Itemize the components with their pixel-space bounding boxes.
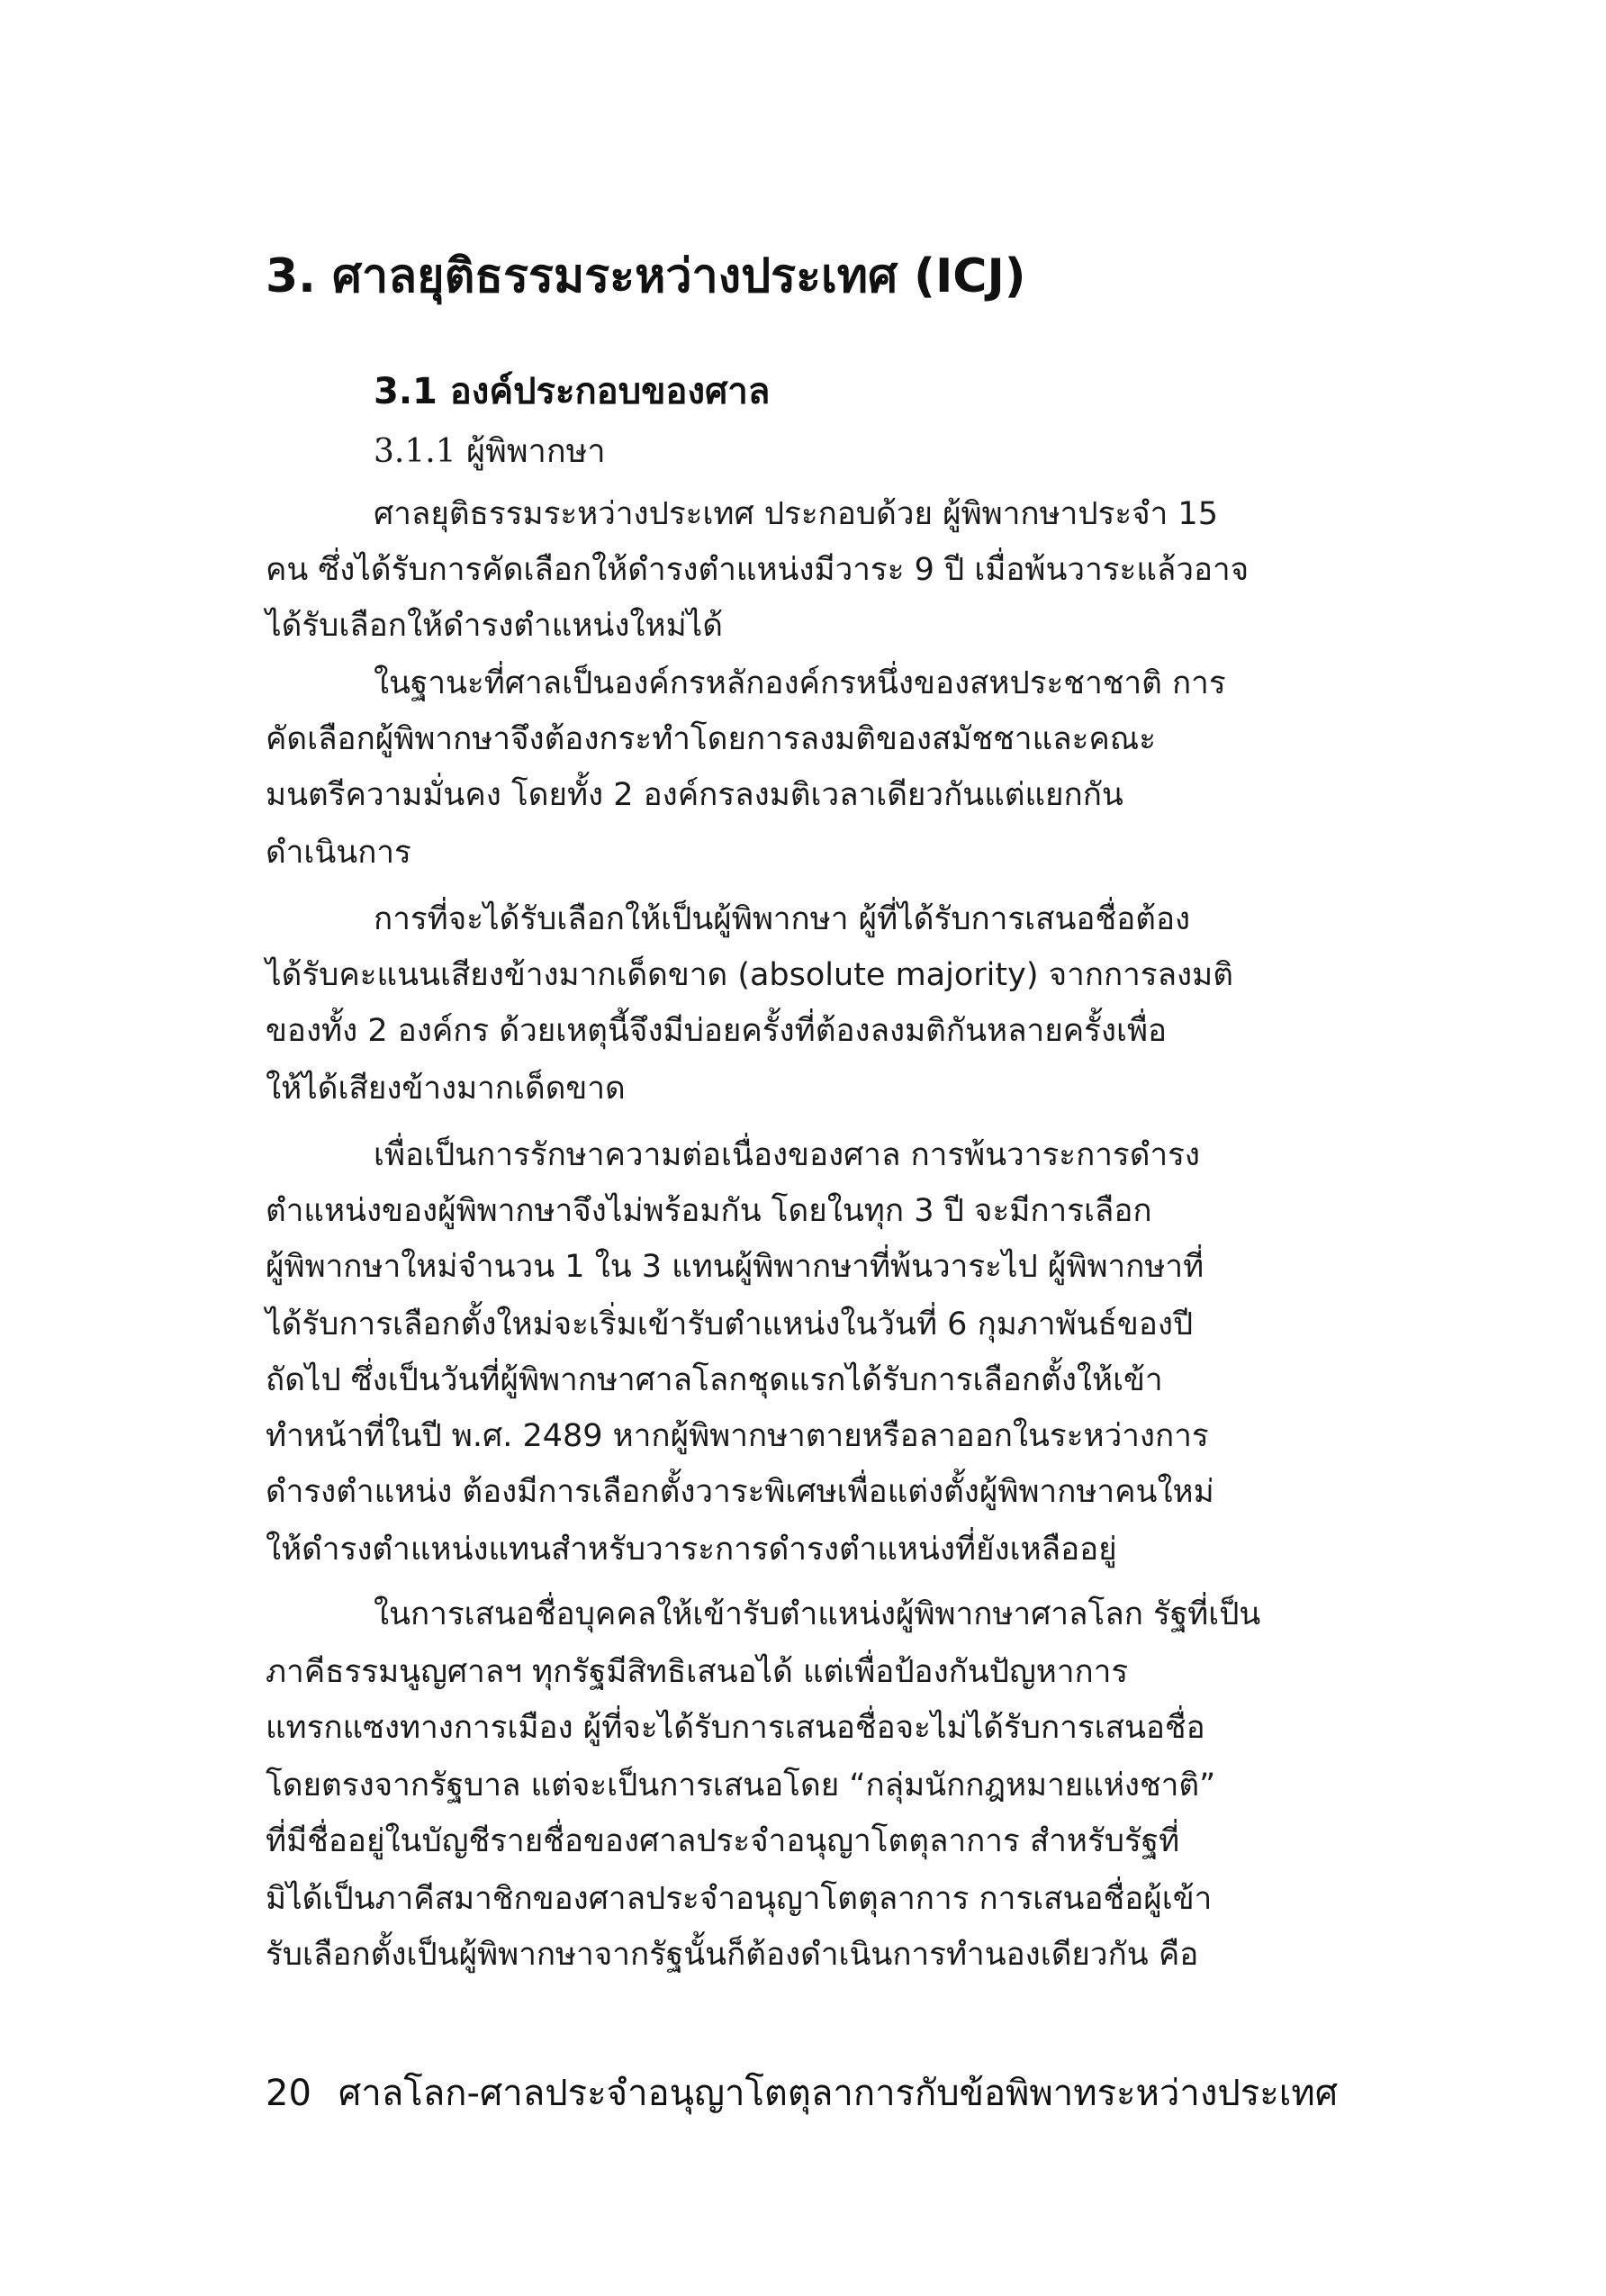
body-line: โดยตรงจากรัฐบาล แต่จะเป็นการเสนอโดย “กลุ่มนักกฎหมายแห่งชาติ” — [266, 1767, 1216, 1803]
body-line: คัดเลือกผู้พิพากษาจึงต้องกระทำโดยการลงมติของสมัชชาและคณะ — [266, 721, 1157, 757]
body-line: ถัดไป ซึ่งเป็นวันที่ผู้พิพากษาศาลโลกชุดแรกได้รับการเลือกตั้งให้เข้า — [266, 1362, 1163, 1398]
body-line: ของทั้ง 2 องค์กร ด้วยเหตุนี้จึงมีบ่อยครั้งที่ต้องลงมติกันหลายครั้งเพื่อ — [266, 1013, 1168, 1049]
body-line: ศาลยุติธรรมระหว่างประเทศ ประกอบด้วย ผู้พิพากษาประจำ 15 — [374, 496, 1218, 532]
page-number: 20 — [266, 2073, 311, 2114]
body-line: รับเลือกตั้งเป็นผู้พิพากษาจากรัฐนั้นก็ต้องดำเนินการทำนองเดียวกัน คือ — [266, 1937, 1199, 1973]
page-footer — [266, 2062, 1338, 2125]
body-line: ดำรงตำแหน่ง ต้องมีการเลือกตั้งวาระพิเศษเพื่อแต่งตั้งผู้พิพากษาคนใหม่ — [266, 1474, 1214, 1510]
subsubsection-heading: 3.1.1 ผู้พิพากษา — [374, 433, 606, 470]
body-line: มนตรีความมั่นคง โดยทั้ง 2 องค์กรลงมติเวลาเดียวกันแต่แยกกัน — [266, 777, 1123, 813]
running-title: ศาลโลก-ศาลประจำอนุญาโตตุลาการกับข้อพิพาทระหว่างประเทศ — [338, 2073, 1339, 2114]
subsection-heading: 3.1 องค์ประกอบของศาล — [374, 371, 771, 412]
body-line: ในฐานะที่ศาลเป็นองค์กรหลักองค์กรหนึ่งของสหประชาชาติ การ — [374, 665, 1226, 701]
body-line: ได้รับคะแนนเสียงข้างมากเด็ดขาด (absolute majority) จากการลงมติ — [266, 957, 1233, 993]
body-line: ได้รับเลือกให้ดำรงตำแหน่งใหม่ได้ — [266, 608, 723, 644]
section-heading: 3. ศาลยุติธรรมระหว่างประเทศ (ICJ) — [266, 249, 1026, 303]
body-line: ได้รับการเลือกตั้งใหม่จะเริ่มเข้ารับตำแหน่งในวันที่ 6 กุมภาพันธ์ของปี — [266, 1306, 1194, 1342]
body-line: คน ซึ่งได้รับการคัดเลือกให้ดำรงตำแหน่งมีวาระ 9 ปี เมื่อพ้นวาระแล้วอาจ — [266, 552, 1250, 588]
body-line: ที่มีชื่ออยู่ในบัญชีรายชื่อของศาลประจำอนุญาโตตุลาการ สำหรับรัฐที่ — [266, 1823, 1180, 1859]
body-line: เพื่อเป็นการรักษาความต่อเนื่องของศาล การพ้นวาระการดำรง — [374, 1137, 1200, 1173]
body-line: ในการเสนอชื่อบุคคลให้เข้ารับตำแหน่งผู้พิพากษาศาลโลก รัฐที่เป็น — [374, 1596, 1261, 1632]
body-line: ตำแหน่งของผู้พิพากษาจึงไม่พร้อมกัน โดยในทุก 3 ปี จะมีการเลือก — [266, 1193, 1152, 1229]
body-line: การที่จะได้รับเลือกให้เป็นผู้พิพากษา ผู้ที่ได้รับการเสนอชื่อต้อง — [374, 901, 1191, 937]
body-line: ภาคีธรรมนูญศาลฯ ทุกรัฐมีสิทธิเสนอได้ แต่เพื่อป้องกันปัญหาการ — [266, 1654, 1129, 1690]
body-line: แทรกแซงทางการเมือง ผู้ที่จะได้รับการเสนอชื่อจะไม่ได้รับการเสนอชื่อ — [266, 1710, 1205, 1746]
body-line: มิได้เป็นภาคีสมาชิกของศาลประจำอนุญาโตตุลาการ การเสนอชื่อผู้เข้า — [266, 1881, 1213, 1917]
body-line: ผู้พิพากษาใหม่จำนวน 1 ใน 3 แทนผู้พิพากษาที่พ้นวาระไป ผู้พิพากษาที่ — [266, 1249, 1204, 1285]
body-line: ทำหน้าที่ในปี พ.ศ. 2489 หากผู้พิพากษาตายหรือลาออกในระหว่างการ — [266, 1418, 1209, 1454]
body-line: ให้ดำรงตำแหน่งแทนสำหรับวาระการดำรงตำแหน่งที่ยังเหลืออยู่ — [266, 1532, 1117, 1568]
body-line: ดำเนินการ — [266, 835, 411, 871]
body-line: ให้ได้เสียงข้างมากเด็ดขาด — [266, 1071, 626, 1107]
